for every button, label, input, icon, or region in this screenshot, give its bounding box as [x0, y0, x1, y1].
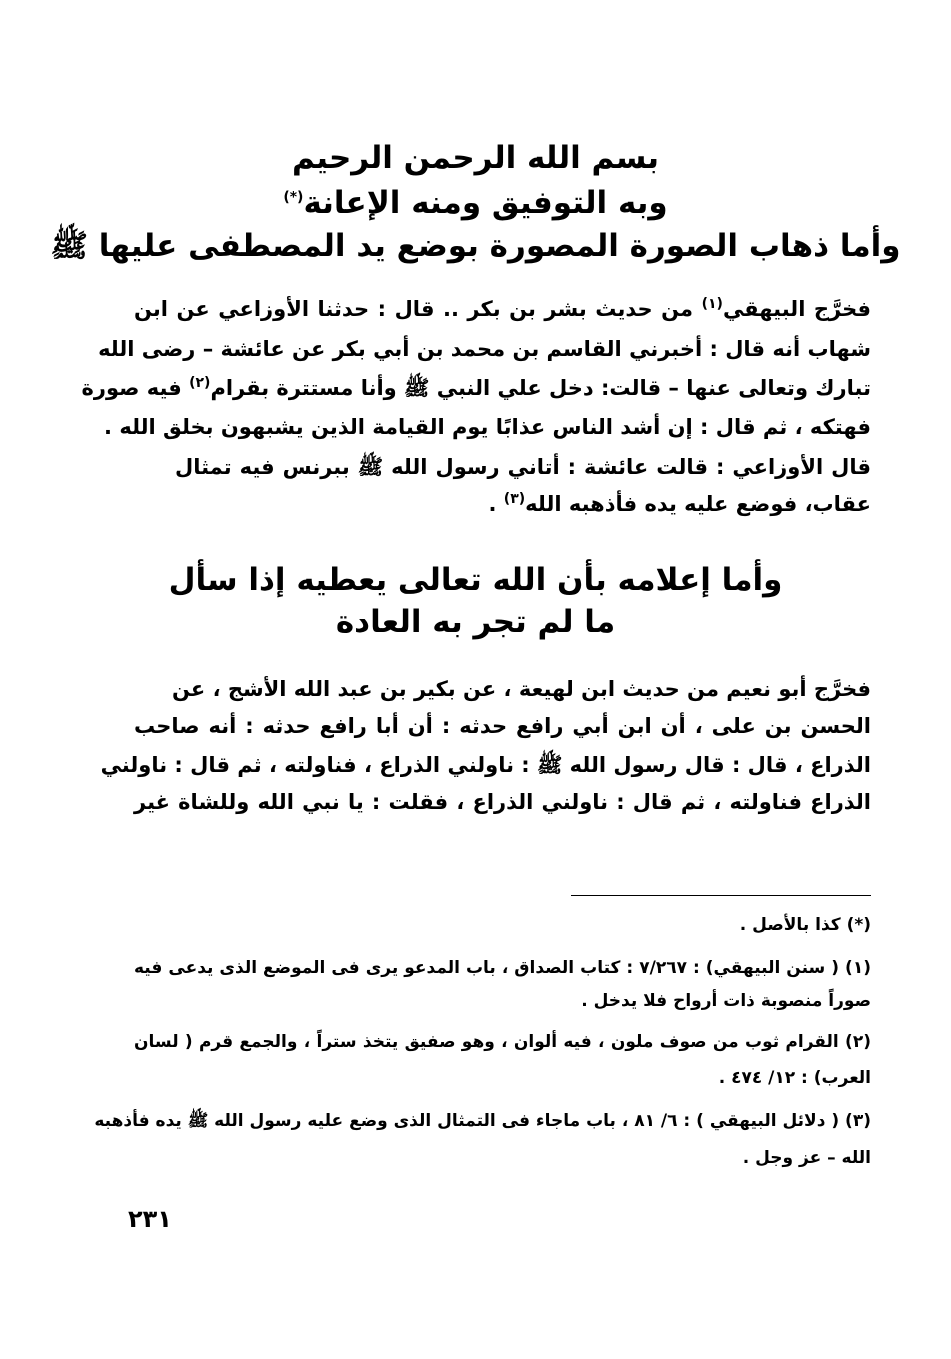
- footnote-mark-2: (٢): [189, 375, 211, 391]
- section2-line-2: الحسن بن على ، أن ابن أبي رافع حدثه : أن أبا رافع حدثه : أنه صاحب: [134, 714, 871, 738]
- footnote-separator: [571, 895, 871, 896]
- section1-line-6-end: .: [488, 492, 504, 516]
- section1-line-3-start: تبارك وتعالى عنها – قالت: دخل علي النبي ﷺ وأنا مستترة بقرام: [210, 376, 871, 400]
- section2-title-line-1: وأما إعلامه بأن الله تعالى يعطيه إذا سأل: [168, 562, 783, 598]
- footnote-1-line-1: (١) ( سنن البيهقي) : ٧/٢٦٧ : كتاب الصداق ، باب المدعو يرى فى الموضع الذى يدعى فيه: [134, 958, 871, 978]
- star-footnote-mark: (*): [283, 189, 304, 206]
- section2-title-line-2: ما لم تجر به العادة: [335, 604, 616, 640]
- footnote-mark-1: (١): [701, 296, 723, 312]
- basmala-heading: بسم الله الرحمن الرحيم: [291, 140, 660, 176]
- section1-title: وأما ذهاب الصورة المصورة بوضع يد المصطفى عليها ﷺ: [50, 228, 901, 264]
- footnote-1-line-2: صوراً منصوبة ذات أرواح فلا يدخل .: [581, 991, 871, 1011]
- tawfiq-heading: [0, 185, 951, 221]
- section2-line-3: الذراع ، قال : قال رسول الله ﷺ : ناولني الذراع ، فناولته ، ثم قال : ناولني: [100, 753, 871, 777]
- tawfiq-text: وبه التوفيق ومنه الإعانة: [303, 185, 668, 221]
- section1-line-2: شهاب أنه قال : أخبرني القاسم بن محمد بن أبي بكر عن عائشة – رضى الله: [98, 337, 871, 361]
- section2-line-1: فخرَّج أبو نعيم من حديث ابن لهيعة ، عن بكير بن عبد الله الأشج ، عن: [172, 677, 871, 701]
- section1-line-1: [134, 297, 871, 321]
- section1-line-4: فهتكه ، ثم قال : إن أشد الناس عذابًا يوم القيامة الذين يشبهون بخلق الله .: [104, 415, 871, 439]
- page-number: ٢٣١: [128, 1205, 172, 1233]
- footnote-3-line-2: الله – عز وجل .: [742, 1148, 871, 1168]
- section1-line-3-end: فيه صورة: [81, 376, 190, 400]
- section1-line-6-start: عقاب، فوضع عليه يده فأذهبه الله: [525, 492, 871, 516]
- footnote-3-line-1: (٣) ( دلائل البيهقي ) : ٦/ ٨١ ، باب ماجاء فى التمثال الذى وضع عليه رسول الله ﷺ يده فأذهبه: [94, 1111, 871, 1131]
- section1-line-1-end: من حديث بشر بن بكر .. قال : حدثنا الأوزاعي عن ابن: [134, 297, 702, 321]
- footnote-2-line-2: العرب) : ١٢/ ٤٧٤ .: [718, 1068, 871, 1088]
- section1-line-3: [81, 375, 871, 406]
- footnote-star: (*) كذا بالأصل .: [739, 915, 871, 935]
- section1-line-5: قال الأوزاعي : قالت عائشة : أتاني رسول الله ﷺ ببرنس فيه تمثال: [175, 455, 871, 479]
- section1-line-6: [134, 492, 871, 516]
- section2-line-4: الذراع فناولته ، ثم قال : ناولني الذراع ، فقلت : يا نبي الله وللشاة غير: [134, 790, 871, 814]
- footnote-2-line-1: (٢) القرام ثوب من صوف ملون ، فيه ألوان ، وهو صفيق يتخذ ستراً ، والجمع قرم ( لسان: [134, 1032, 871, 1052]
- section1-line-1-start: فخرَّج البيهقي: [722, 297, 871, 321]
- footnote-mark-3: (٣): [503, 491, 526, 507]
